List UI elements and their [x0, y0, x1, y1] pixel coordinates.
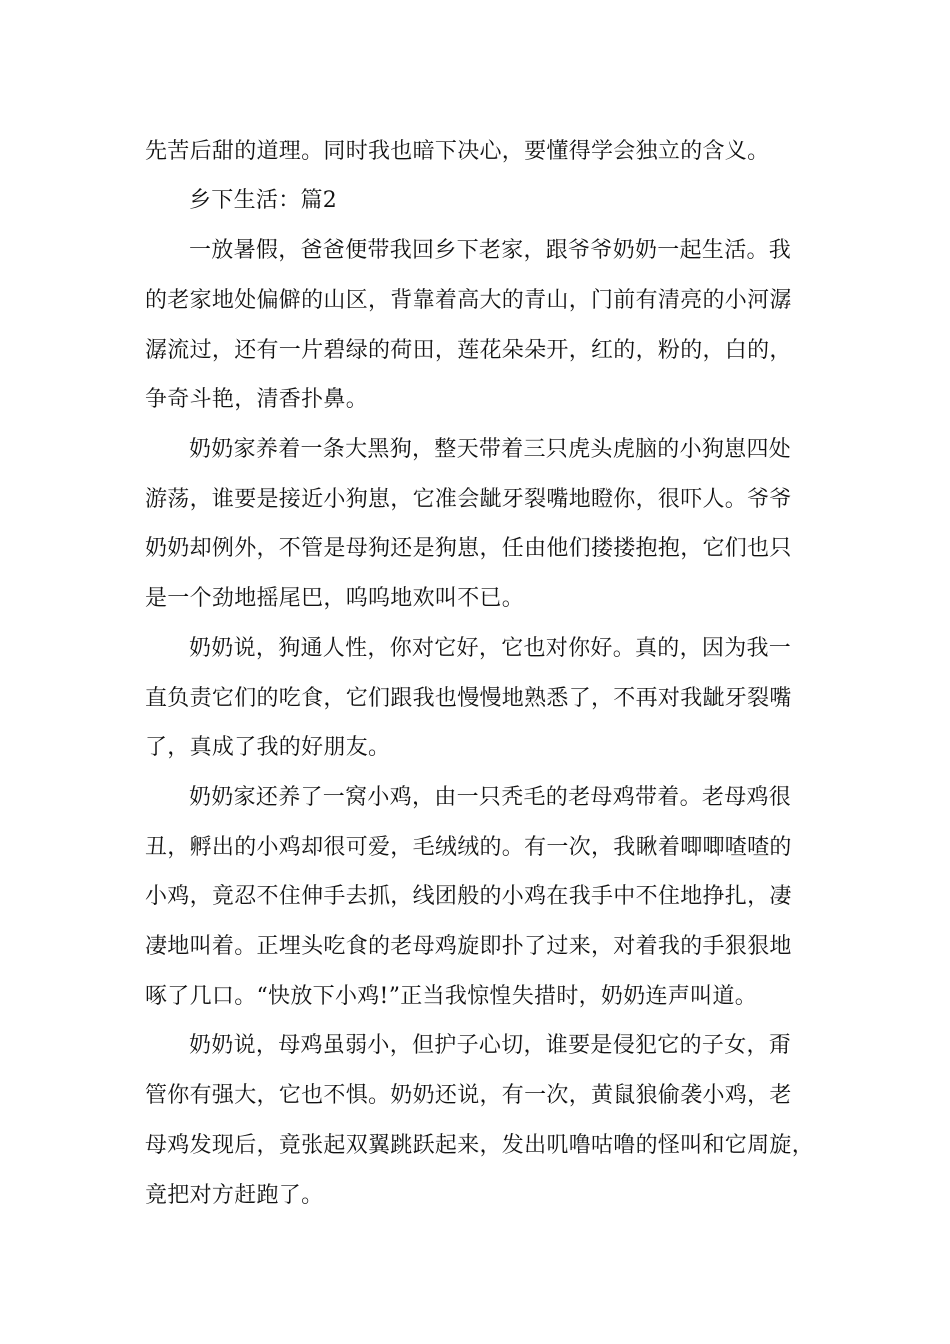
text-line: 一放暑假，爸爸便带我回乡下老家，跟爷爷奶奶一起生活。我 [189, 238, 792, 263]
text-line: 是一个劲地摇尾巴，呜呜地欢叫不已。 [145, 586, 525, 611]
text-line: 竟把对方赶跑了。 [145, 1183, 324, 1208]
text-line: 游荡，谁要是接近小狗崽，它准会龇牙裂嘴地瞪你，很吓人。爷爷 [145, 487, 792, 512]
text-line: 奶奶家养着一条大黑狗，整天带着三只虎头虎脑的小狗崽四处 [189, 437, 792, 462]
text-line: 啄了几口。“快放下小鸡!”正当我惊惶失措时，奶奶连声叫道。 [145, 984, 758, 1009]
text-line: 的老家地处偏僻的山区，背靠着高大的青山，门前有清亮的小河潺 [145, 288, 792, 313]
section-heading: 乡下生活：篇2 [189, 188, 338, 213]
text-line: 小鸡，竟忍不住伸手去抓，线团般的小鸡在我手中不住地挣扎，凄 [145, 884, 792, 909]
text-line: 先苦后甜的道理。同时我也暗下决心，要懂得学会独立的含义。 [145, 139, 770, 164]
text-line: 管你有强大，它也不惧。奶奶还说，有一次，黄鼠狼偷袭小鸡，老 [145, 1083, 792, 1108]
text-line: 奶奶说，母鸡虽弱小，但护子心切，谁要是侵犯它的子女，甭 [189, 1033, 792, 1058]
text-line: 奶奶却例外，不管是母狗还是狗崽，任由他们搂搂抱抱，它们也只 [145, 536, 792, 561]
text-line: 奶奶说，狗通人性，你对它好，它也对你好。真的，因为我一 [189, 636, 792, 661]
text-line: 了，真成了我的好朋友。 [145, 735, 391, 760]
text-line: 直负责它们的吃食，它们跟我也慢慢地熟悉了，不再对我龇牙裂嘴 [145, 686, 792, 711]
text-line: 奶奶家还养了一窝小鸡，由一只秃毛的老母鸡带着。老母鸡很 [189, 785, 792, 810]
text-line: 母鸡发现后，竟张起双翼跳跃起来，发出叽噜咕噜的怪叫和它周旋， [145, 1133, 815, 1158]
text-line: 潺流过，还有一片碧绿的荷田，莲花朵朵开，红的，粉的，白的， [145, 338, 792, 363]
text-line: 丑，孵出的小鸡却很可爱，毛绒绒的。有一次，我瞅着唧唧喳喳的 [145, 835, 792, 860]
text-line: 凄地叫着。正埋头吃食的老母鸡旋即扑了过来，对着我的手狠狠地 [145, 934, 792, 959]
text-line: 争奇斗艳，清香扑鼻。 [145, 387, 369, 412]
